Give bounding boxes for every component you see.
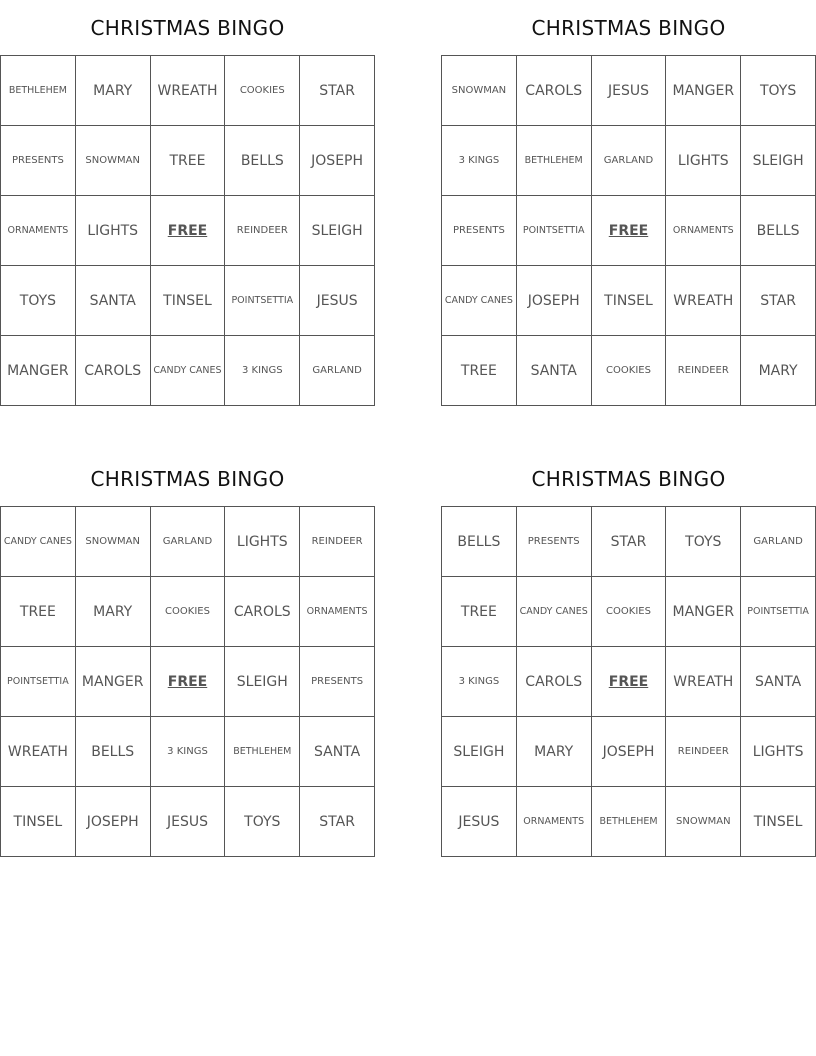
bingo-cell: JOSEPH (300, 126, 375, 196)
bingo-cell: PRESENTS (1, 126, 76, 196)
bingo-cell: MANGER (666, 56, 741, 126)
bingo-cell: GARLAND (592, 126, 667, 196)
bingo-cell: COOKIES (592, 577, 667, 647)
bingo-cell: ORNAMENTS (666, 196, 741, 266)
bingo-cell: ORNAMENTS (300, 577, 375, 647)
bingo-cell: JESUS (592, 56, 667, 126)
bingo-cell: TINSEL (592, 266, 667, 336)
bingo-cell: CAROLS (225, 577, 300, 647)
bingo-cell: TREE (442, 336, 517, 406)
bingo-cell: TOYS (666, 507, 741, 577)
bingo-cell: REINDEER (225, 196, 300, 266)
bingo-cell: JOSEPH (76, 787, 151, 857)
bingo-cell: TINSEL (1, 787, 76, 857)
bingo-cell: JOSEPH (517, 266, 592, 336)
bingo-cell: TREE (1, 577, 76, 647)
bingo-card-4 (441, 451, 816, 857)
bingo-cell: SLEIGH (442, 717, 517, 787)
bingo-cell: CAROLS (76, 336, 151, 406)
bingo-grid (441, 506, 816, 857)
bingo-card-2 (441, 0, 816, 406)
bingo-cell: POINTSETTIA (1, 647, 76, 717)
bingo-cell: GARLAND (300, 336, 375, 406)
bingo-cell: CAROLS (517, 56, 592, 126)
bingo-cell: POINTSETTIA (741, 577, 816, 647)
bingo-cell: CANDY CANES (517, 577, 592, 647)
bingo-cell: PRESENTS (300, 647, 375, 717)
free-cell: FREE (151, 196, 226, 266)
bingo-cell: TREE (442, 577, 517, 647)
bingo-cell: BELLS (76, 717, 151, 787)
bingo-cell: BELLS (442, 507, 517, 577)
bingo-cell: LIGHTS (225, 507, 300, 577)
bingo-cell: TINSEL (151, 266, 226, 336)
card-title: CHRISTMAS BINGO (531, 467, 726, 491)
bingo-cell: LIGHTS (76, 196, 151, 266)
bingo-cell: MANGER (1, 336, 76, 406)
bingo-cell: REINDEER (666, 336, 741, 406)
bingo-cell: WREATH (1, 717, 76, 787)
bingo-cell: TOYS (741, 56, 816, 126)
card-title: CHRISTMAS BINGO (531, 16, 726, 40)
bingo-cell: COOKIES (151, 577, 226, 647)
bingo-cell: REINDEER (666, 717, 741, 787)
free-cell: FREE (592, 647, 667, 717)
bingo-cell: SANTA (76, 266, 151, 336)
bingo-cell: SLEIGH (225, 647, 300, 717)
free-cell: FREE (151, 647, 226, 717)
bingo-grid (441, 55, 816, 406)
bingo-cell: SANTA (741, 647, 816, 717)
bingo-card-1 (0, 0, 375, 406)
bingo-cell: SNOWMAN (76, 507, 151, 577)
bingo-grid (0, 506, 375, 857)
bingo-cell: MARY (76, 577, 151, 647)
bingo-cell: MANGER (666, 577, 741, 647)
bingo-cell: TREE (151, 126, 226, 196)
bingo-cell: 3 KINGS (151, 717, 226, 787)
bingo-cell: JESUS (300, 266, 375, 336)
bingo-cell: STAR (741, 266, 816, 336)
bingo-cell: POINTSETTIA (517, 196, 592, 266)
bingo-cell: 3 KINGS (225, 336, 300, 406)
bingo-cell: MARY (517, 717, 592, 787)
bingo-cell: WREATH (666, 647, 741, 717)
bingo-grid (0, 55, 375, 406)
bingo-cell: TOYS (225, 787, 300, 857)
bingo-cell: SNOWMAN (76, 126, 151, 196)
bingo-cell: MANGER (76, 647, 151, 717)
bingo-cell: SLEIGH (741, 126, 816, 196)
bingo-cell: LIGHTS (666, 126, 741, 196)
bingo-cell: MARY (741, 336, 816, 406)
bingo-cell: TINSEL (741, 787, 816, 857)
bingo-cell: JOSEPH (592, 717, 667, 787)
bingo-cell: CANDY CANES (151, 336, 226, 406)
card-title: CHRISTMAS BINGO (90, 16, 285, 40)
bingo-cell: BETHLEHEM (225, 717, 300, 787)
free-cell: FREE (592, 196, 667, 266)
bingo-cell: ORNAMENTS (1, 196, 76, 266)
bingo-cell: GARLAND (151, 507, 226, 577)
bingo-cell: SLEIGH (300, 196, 375, 266)
bingo-cell: COOKIES (225, 56, 300, 126)
bingo-cell: ORNAMENTS (517, 787, 592, 857)
bingo-cell: 3 KINGS (442, 647, 517, 717)
bingo-cell: STAR (300, 56, 375, 126)
bingo-cell: MARY (76, 56, 151, 126)
bingo-cell: JESUS (151, 787, 226, 857)
bingo-cell: WREATH (151, 56, 226, 126)
bingo-cell: CAROLS (517, 647, 592, 717)
bingo-cell: CANDY CANES (1, 507, 76, 577)
bingo-cell: GARLAND (741, 507, 816, 577)
bingo-cell: SNOWMAN (442, 56, 517, 126)
bingo-cell: TOYS (1, 266, 76, 336)
bingo-cell: PRESENTS (442, 196, 517, 266)
bingo-cell: COOKIES (592, 336, 667, 406)
bingo-cell: SNOWMAN (666, 787, 741, 857)
bingo-cell: PRESENTS (517, 507, 592, 577)
bingo-card-3 (0, 451, 375, 857)
bingo-cell: BELLS (741, 196, 816, 266)
bingo-cell: POINTSETTIA (225, 266, 300, 336)
bingo-cell: CANDY CANES (442, 266, 517, 336)
bingo-cell: SANTA (517, 336, 592, 406)
bingo-cell: BELLS (225, 126, 300, 196)
bingo-cell: STAR (592, 507, 667, 577)
bingo-cell: SANTA (300, 717, 375, 787)
bingo-cell: LIGHTS (741, 717, 816, 787)
bingo-cell: JESUS (442, 787, 517, 857)
bingo-cell: WREATH (666, 266, 741, 336)
bingo-cell: BETHLEHEM (1, 56, 76, 126)
bingo-cell: STAR (300, 787, 375, 857)
bingo-cell: BETHLEHEM (517, 126, 592, 196)
bingo-cell: BETHLEHEM (592, 787, 667, 857)
bingo-cell: REINDEER (300, 507, 375, 577)
bingo-cell: 3 KINGS (442, 126, 517, 196)
card-title: CHRISTMAS BINGO (90, 467, 285, 491)
